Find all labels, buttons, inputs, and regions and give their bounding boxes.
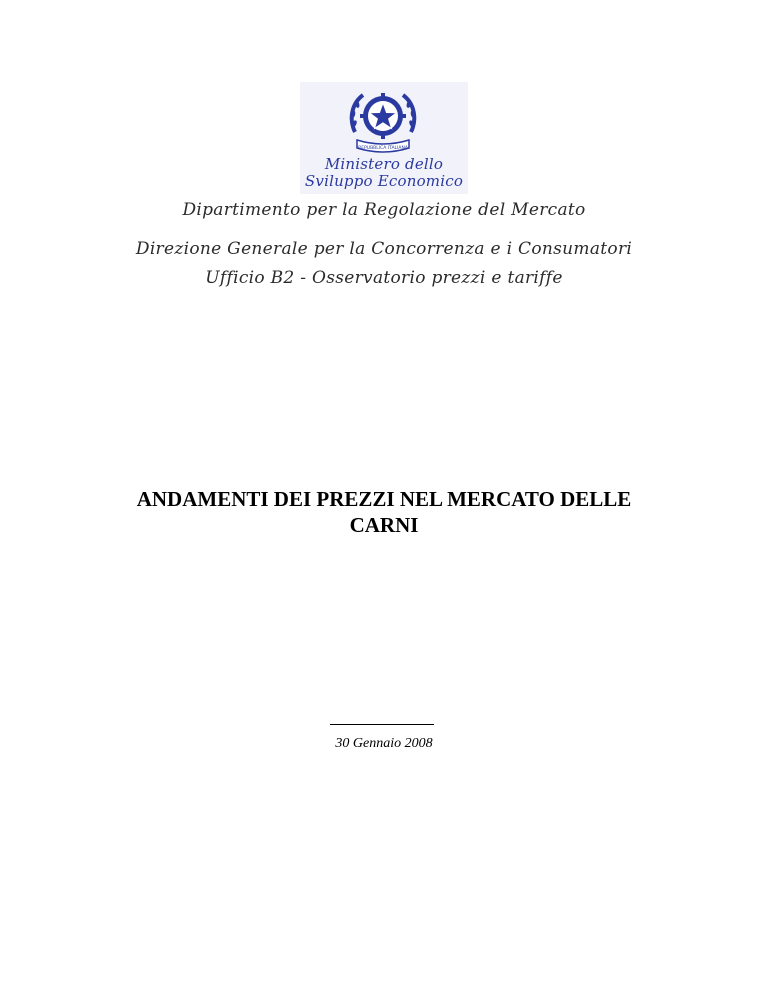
directorate-name: Direzione Generale per la Concorrenza e i Consumatori (135, 239, 633, 259)
ministry-name-line2: Sviluppo Economico (304, 172, 464, 190)
emblem-banner-text: REPUBBLICA ITALIANA (358, 146, 408, 151)
italian-republic-emblem-icon (345, 86, 421, 158)
department-name: Dipartimento per la Regolazione del Mercato (182, 200, 586, 220)
document-title (0, 486, 768, 538)
separator-rule (330, 724, 434, 725)
document-title-line1: ANDAMENTI DEI PREZZI NEL MERCATO DELLE (136, 487, 632, 511)
document-date: 30 Gennaio 2008 (335, 736, 433, 751)
ministry-name-line1: Ministero dello (324, 155, 444, 173)
ministry-logo (300, 82, 468, 194)
office-name: Ufficio B2 - Osservatorio prezzi e tariffe (205, 268, 563, 288)
document-title-line2: CARNI (349, 513, 419, 537)
